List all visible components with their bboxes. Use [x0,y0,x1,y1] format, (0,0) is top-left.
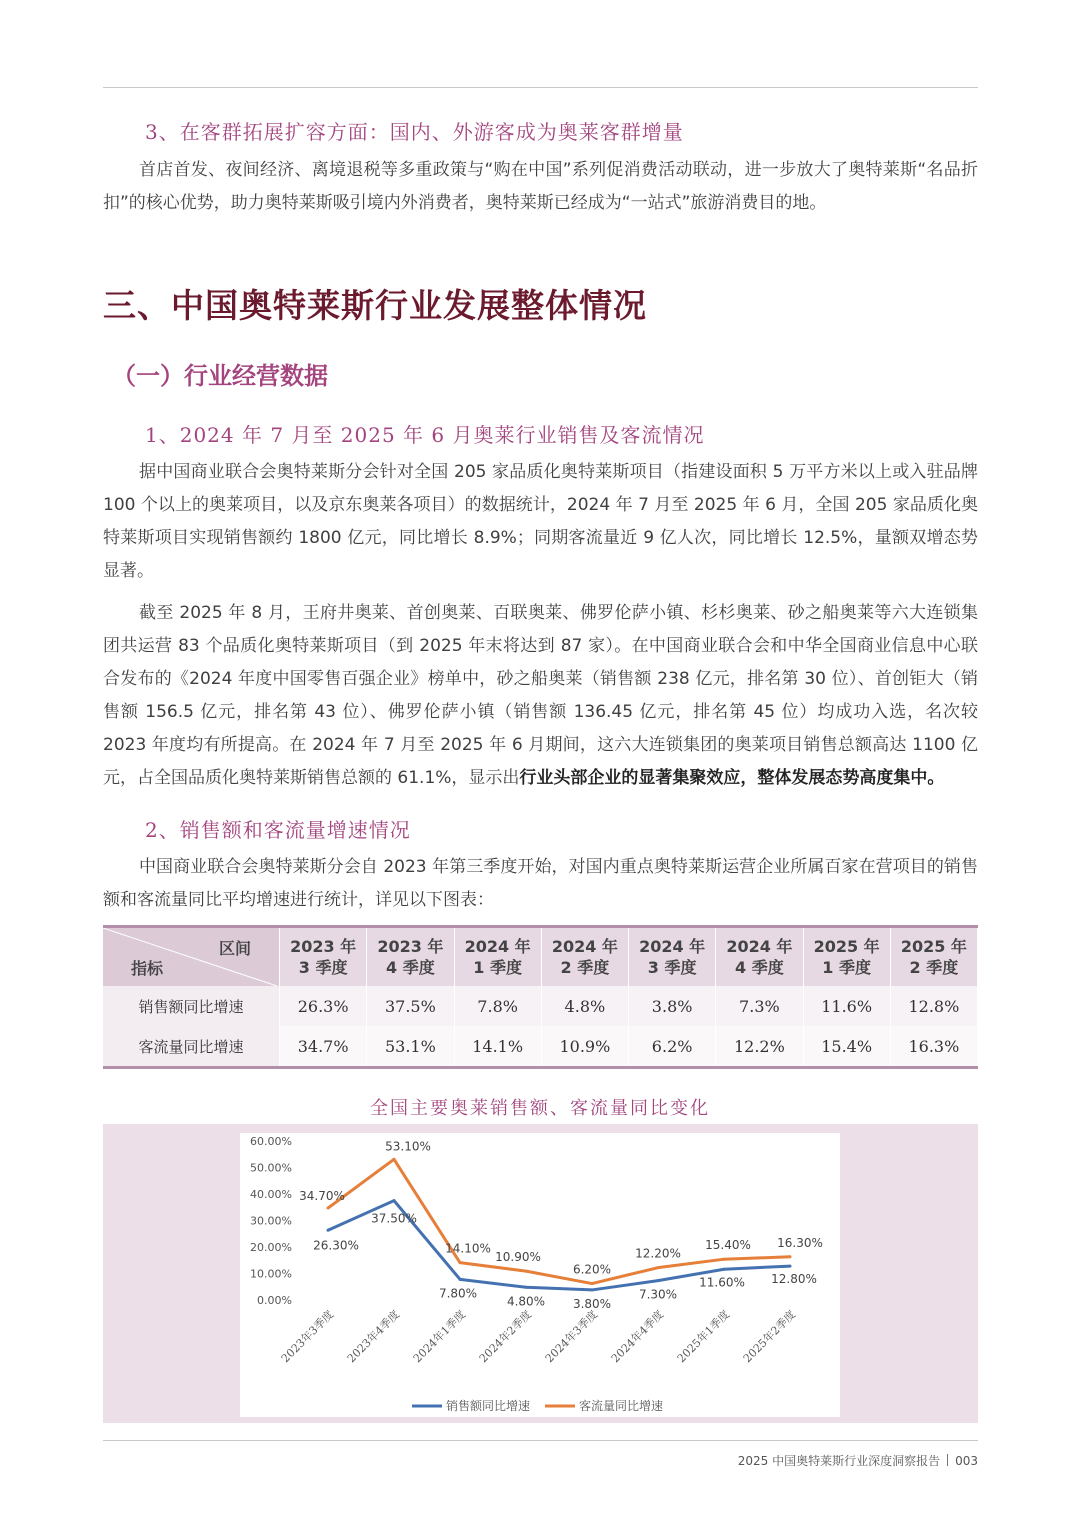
sub1-para2-text: 截至 2025 年 8 月，王府井奥莱、首创奥莱、百联奥莱、佛罗伦萨小镇、杉杉奥莱、砂之船奥莱等六大连锁集团共运营 83 个品质化奥特莱斯项目（到 2025 年末将达到 87 家）。在中国商业联合会和中华全国商业信息中心联合发布的《2024 年度中国零售百强企业》榜单中，砂之船奥莱（销售额 238 亿元，排名第 30 位）、首创钜大（销售额 156.5 亿元，排名第 43 位）、佛罗伦萨小镇（销售额 136.45 亿元，排名第 45 位）均成功入选，名次较 2023 年度均有所提高。在 2024 年 7 月至 2025 年 6 月期间，这六大连锁集团的奥莱项目销售总额高达 1100 亿元，占全国品质化奥特莱斯销售总额的 61.1%，显示出 [103,603,978,788]
x-tick-label: 2024年4季度 [608,1307,667,1366]
corner-indicator-label: 指标 [131,959,164,978]
data-label: 37.50% [371,1211,417,1226]
column-quarter: 3 季度 [647,958,697,977]
table-cell: 12.2% [716,1026,803,1068]
table-cell: 37.5% [367,986,454,1026]
table-header-row [103,927,978,987]
data-point [591,1288,594,1291]
data-label: 15.40% [705,1238,751,1253]
page-footer [738,1452,978,1469]
y-tick-label: 40.00% [250,1188,292,1201]
column-year: 2024 年 [551,937,618,956]
table-cell: 7.8% [454,986,541,1026]
growth-table [103,925,978,1069]
column-header [629,927,716,987]
sub1-heading: 1、2024 年 7 月至 2025 年 6 月奥莱行业销售及客流情况 [145,423,705,447]
column-year: 2023 年 [377,937,444,956]
x-tick-label: 2023年4季度 [344,1307,403,1366]
data-label: 11.60% [699,1275,745,1290]
column-header [541,927,628,987]
growth-line-chart [240,1133,840,1417]
sub2-para: 中国商业联合会奥特莱斯分会自 2023 年第三季度开始，对国内重点奥特莱斯运营企业所属百家在营项目的销售额和客流量同比平均增速进行统计，详见以下图表： [103,857,978,910]
column-header [716,927,803,987]
chapter-title: 三、中国奥特莱斯行业发展整体情况 [103,286,647,325]
data-point [591,1282,594,1285]
x-tick-label: 2024年2季度 [476,1307,535,1366]
data-label: 6.20% [572,1262,612,1277]
data-point [327,1207,330,1210]
y-tick-label: 0.00% [257,1294,292,1307]
x-tick-label: 2025年1季度 [674,1307,733,1366]
data-label: 12.80% [771,1272,817,1287]
x-tick-label: 2024年1季度 [410,1307,469,1366]
data-label: 10.90% [495,1250,541,1265]
table-cell: 34.7% [280,1026,367,1068]
section-3-heading: 3、在客群拓展扩容方面：国内、外游客成为奥莱客群增量 [145,120,684,144]
column-header [367,927,454,987]
sub1-para1: 据中国商业联合会奥特莱斯分会针对全国 205 家品质化奥特莱斯项目（指建设面积 5 万平方米以上或入驻品牌 100 个以上的奥莱项目，以及京东奥莱各项目）的数据统计，2024 年 7 月至 2025 年 6 月，全国 205 家品质化奥特莱斯项目实现销售额约 1800 亿元，同比增长 8.9%；同期客流量近 9 亿人次，同比增长 12.5%，量额双增态势显著。 [103,462,978,581]
y-tick-label: 60.00% [250,1135,292,1148]
section-title: （一）行业经营数据 [112,362,328,390]
table-cell: 15.4% [803,1026,890,1068]
sub1-para2 [103,597,978,795]
table-corner [103,927,280,987]
column-header [803,927,890,987]
table-cell: 4.8% [541,986,628,1026]
y-tick-label: 50.00% [250,1161,292,1175]
table-cell: 12.8% [890,986,977,1026]
data-point [393,1158,396,1161]
column-quarter: 2 季度 [560,958,610,977]
column-header [890,927,977,987]
footer-separator [947,1454,948,1466]
data-label: 7.30% [638,1287,678,1302]
data-point [789,1265,792,1268]
column-header [280,927,367,987]
table-cell: 7.3% [716,986,803,1026]
chart-title: 全国主要奥莱销售额、客流量同比变化 [370,1098,710,1119]
data-point [459,1261,462,1264]
legend-label: 客流量同比增速 [579,1399,664,1413]
column-year: 2024 年 [639,937,706,956]
chart-panel [240,1133,840,1417]
column-quarter: 4 季度 [735,958,784,977]
footer-report-title: 2025 中国奥特莱斯行业深度洞察报告 [737,1454,941,1468]
column-header [454,927,541,987]
data-point [525,1286,528,1289]
top-rule [103,87,978,88]
table-cell: 16.3% [890,1026,977,1068]
table-cell: 53.1% [367,1026,454,1068]
column-year: 2024 年 [464,937,531,956]
data-label: 3.80% [572,1296,612,1311]
data-label: 53.10% [385,1139,431,1154]
bottom-rule [103,1440,978,1441]
table-row-traffic [103,1026,978,1068]
column-year: 2024 年 [726,937,793,956]
data-point [723,1268,726,1271]
table-row-sales [103,986,978,1026]
column-quarter: 3 季度 [298,958,348,977]
x-tick-label: 2024年3季度 [542,1307,601,1366]
corner-period-label: 区间 [218,939,251,958]
column-quarter: 1 季度 [822,958,871,977]
data-label: 16.30% [777,1235,823,1250]
data-label: 34.70% [299,1189,345,1204]
data-point [327,1229,330,1232]
sub2-heading: 2、销售额和客流量增速情况 [145,818,411,842]
legend-label: 销售额同比增速 [446,1399,531,1413]
column-year: 2025 年 [813,937,880,956]
y-tick-label: 10.00% [250,1267,292,1281]
y-tick-label: 20.00% [250,1241,292,1254]
data-point [657,1279,660,1282]
x-tick-label: 2023年3季度 [278,1307,337,1366]
data-label: 7.80% [438,1286,478,1301]
data-point [723,1258,726,1261]
data-point [525,1270,528,1273]
column-quarter: 4 季度 [386,958,435,977]
y-tick-label: 30.00% [250,1214,292,1228]
row-label: 销售额同比增速 [103,986,280,1026]
x-tick-label: 2025年2季度 [740,1307,799,1366]
table-cell: 11.6% [803,986,890,1026]
data-label: 12.20% [635,1246,681,1261]
table-cell: 26.3% [280,986,367,1026]
data-point [393,1199,396,1202]
data-label: 14.10% [445,1241,491,1256]
page-number: 003 [955,1454,978,1468]
table-cell: 10.9% [541,1026,628,1068]
data-point [459,1278,462,1281]
column-year: 2023 年 [290,937,357,956]
data-point [789,1255,792,1258]
column-quarter: 2 季度 [909,958,959,977]
section-3-body: 首店首发、夜间经济、离境退税等多重政策与“购在中国”系列促消费活动联动，进一步放大了奥特莱斯“名品折扣”的核心优势，助力奥特莱斯吸引境内外消费者，奥特莱斯已经成为“一站式”旅游消费目的地。 [103,160,978,213]
table-cell: 6.2% [629,1026,716,1068]
table-cell: 14.1% [454,1026,541,1068]
row-label: 客流量同比增速 [103,1026,280,1068]
data-point [657,1266,660,1269]
data-label: 4.80% [506,1294,546,1309]
data-label: 26.30% [313,1238,359,1253]
table-cell: 3.8% [629,986,716,1026]
column-year: 2025 年 [900,937,967,956]
sub1-para2-bold: 行业头部企业的显著集聚效应，整体发展态势高度集中。 [519,768,945,788]
column-quarter: 1 季度 [473,958,522,977]
